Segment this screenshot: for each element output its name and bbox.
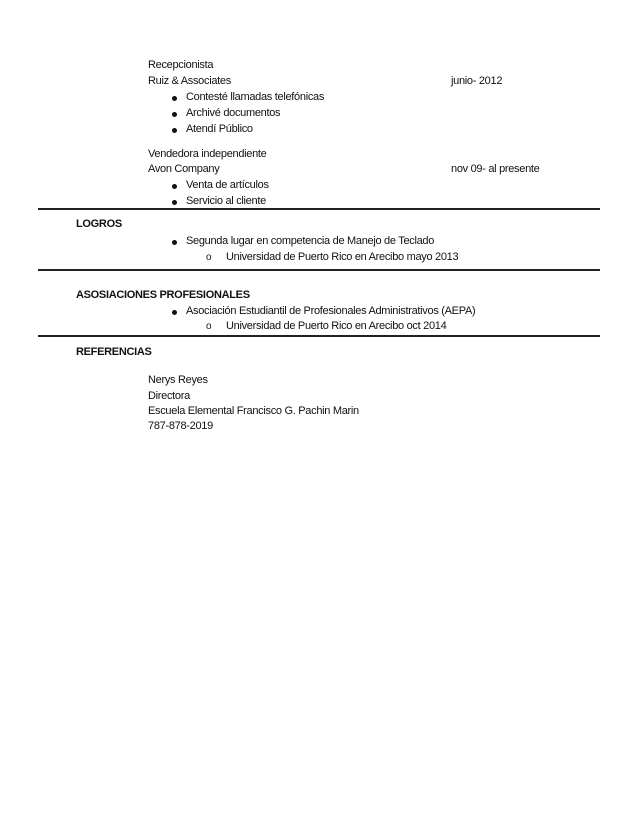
logro-item: Segunda lugar en competencia de Manejo de Teclado: [186, 235, 435, 247]
job-title: Recepcionista: [148, 59, 214, 71]
job-duty: Atendí Público: [186, 123, 253, 135]
section-heading-asociaciones: ASOSIACIONES PROFESIONALES: [76, 289, 250, 301]
section-divider: [38, 208, 600, 210]
bullet-icon: [172, 128, 177, 133]
bullet-icon: [172, 96, 177, 101]
section-heading-logros: LOGROS: [76, 218, 122, 230]
reference-school: Escuela Elemental Francisco G. Pachin Marin: [148, 405, 359, 417]
reference-role: Directora: [148, 390, 190, 402]
logro-subitem: Universidad de Puerto Rico en Arecibo mayo 2013: [226, 251, 459, 263]
sub-bullet-icon: o: [206, 252, 212, 263]
bullet-icon: [172, 184, 177, 189]
bullet-icon: [172, 240, 177, 245]
asociacion-item: Asociación Estudiantil de Profesionales Administrativos (AEPA): [186, 305, 476, 317]
job-date: nov 09- al presente: [451, 163, 540, 175]
job-duty: Servicio al cliente: [186, 195, 266, 207]
section-divider: [38, 269, 600, 271]
sub-bullet-icon: o: [206, 321, 212, 332]
section-divider: [38, 335, 600, 337]
reference-phone: 787-878-2019: [148, 420, 213, 432]
job-company: Avon Company: [148, 163, 220, 175]
job-date: junio- 2012: [451, 75, 503, 87]
asociacion-subitem: Universidad de Puerto Rico en Arecibo oct 2014: [226, 320, 447, 332]
job-duty: Venta de artículos: [186, 179, 269, 191]
job-duty: Archivé documentos: [186, 107, 281, 119]
bullet-icon: [172, 310, 177, 315]
job-title: Vendedora independiente: [148, 148, 267, 160]
bullet-icon: [172, 112, 177, 117]
section-heading-referencias: REFERENCIAS: [76, 346, 152, 358]
reference-name: Nerys Reyes: [148, 374, 208, 386]
bullet-icon: [172, 200, 177, 205]
job-company: Ruiz & Associates: [148, 75, 231, 87]
job-duty: Contesté llamadas telefónicas: [186, 91, 325, 103]
